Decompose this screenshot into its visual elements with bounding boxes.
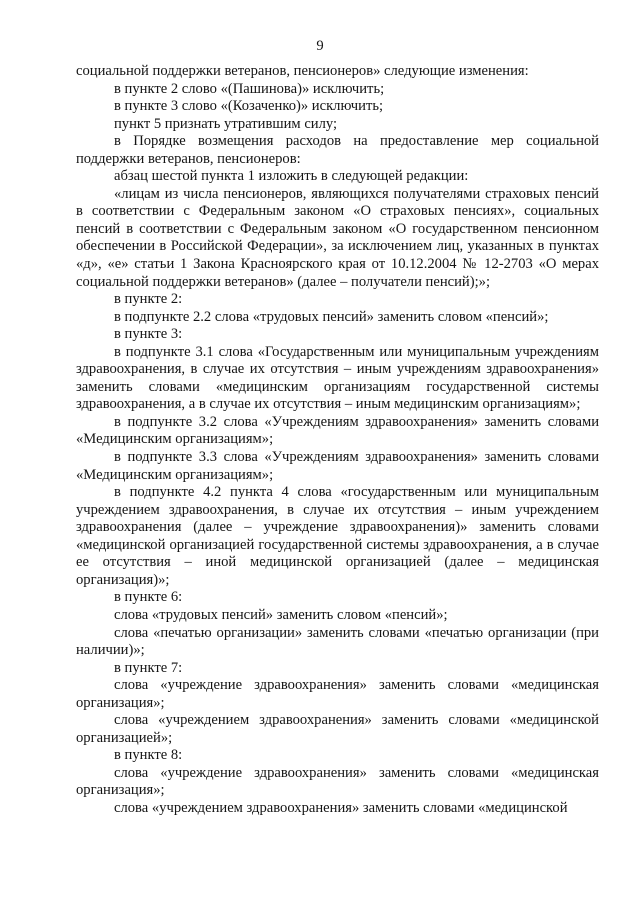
paragraph: слова «учреждение здравоохранения» заменить словами «медицинская организация»; bbox=[76, 677, 599, 711]
paragraph: в пункте 2: bbox=[114, 291, 183, 308]
page-number: 9 bbox=[316, 38, 324, 54]
paragraph: в подпункте 4.2 пункта 4 слова «государственным или муниципальным учреждением здравоохранения, в случае их отсутствия – иным учреждением здравоохранения (далее – учреждение здравоохранения)» заменить словами «медицинской организацией государственной системы здравоохранения, а в случае ее отсутствия – иной медицинской организацией (далее – медицинская организация)»; bbox=[76, 484, 599, 588]
paragraph: слова «трудовых пенсий» заменить словом «пенсий»; bbox=[114, 606, 448, 623]
paragraph: в подпункте 3.2 слова «Учреждениям здравоохранения» заменить словами «Медицинским организациям»; bbox=[76, 413, 599, 448]
paragraph: пункт 5 признать утратившим силу; bbox=[114, 115, 338, 132]
paragraph: «лицам из числа пенсионеров, являющихся получателями страховых пенсий в соответствии с Федеральным законом «О страховых пенсиях», социальных пенсий в соответствии с Федеральным законом «О государственном пенсионном обеспечении в Российской Федерации», за исключением лиц, указанных в пунктах «д», «е» статьи 1 Закона Красноярского края от 10.12.2004 № 12-2703 «О мерах социальной поддержки ветеранов» (далее – получатели пенсий);»; bbox=[76, 185, 599, 290]
paragraph: в Порядке возмещения расходов на предоставление мер социальной поддержки ветеранов, пенсионеров: bbox=[76, 133, 599, 167]
paragraph: в подпункте 3.1 слова «Государственным или муниципальным учреждениям здравоохранения, в случае их отсутствия – иным учреждениям здравоохранения» заменить словами «медицинским организациям государственной системы здравоохранения, а в случае их отсутствия – иным медицинским организациям»; bbox=[76, 343, 599, 413]
paragraph: в пункте 3: bbox=[114, 326, 183, 343]
paragraph: социальной поддержки ветеранов, пенсионеров» следующие изменения: bbox=[76, 63, 529, 79]
document-body bbox=[76, 63, 599, 818]
paragraph: слова «печатью организации» заменить словами «печатью организации (при наличии)»; bbox=[76, 624, 599, 659]
paragraph: слова «учреждение здравоохранения» заменить словами «медицинская организация»; bbox=[76, 764, 599, 799]
paragraph: абзац шестой пункта 1 изложить в следующей редакции: bbox=[114, 168, 469, 185]
paragraph: в пункте 8: bbox=[114, 747, 183, 764]
paragraph: в подпункте 2.2 слова «трудовых пенсий» заменить словом «пенсий»; bbox=[114, 308, 549, 325]
paragraph: в подпункте 3.3 слова «Учреждениям здравоохранения» заменить словами «Медицинским организациям»; bbox=[76, 449, 599, 483]
paragraph: в пункте 3 слово «(Козаченко)» исключить; bbox=[114, 98, 384, 115]
paragraph: слова «учреждением здравоохранения» заменить словами «медицинской bbox=[114, 799, 568, 816]
paragraph: в пункте 6: bbox=[114, 589, 183, 606]
paragraph: слова «учреждением здравоохранения» заменить словами «медицинской организацией»; bbox=[76, 712, 599, 746]
paragraph: в пункте 7: bbox=[114, 659, 183, 676]
paragraph: в пункте 2 слово «(Пашинова)» исключить; bbox=[114, 80, 385, 97]
